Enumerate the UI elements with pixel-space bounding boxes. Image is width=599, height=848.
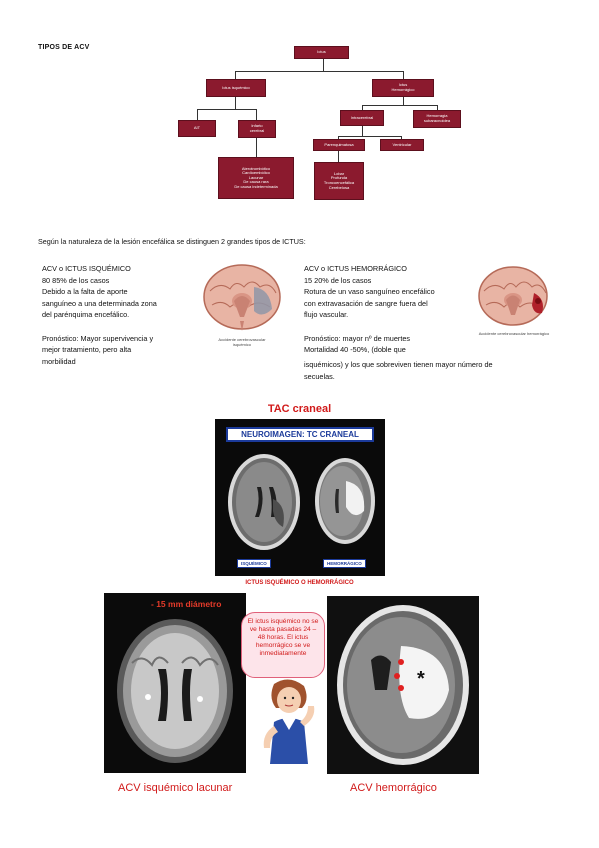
isquemico-prognosis: morbilidad bbox=[42, 356, 76, 366]
hemorragico-heading: ACV o ICTUS HEMORRÁGICO bbox=[304, 264, 407, 273]
node-infarto-types: Aterotrombótico Cardioembólico Lacunar De causa rara De causa indeterminada bbox=[218, 157, 294, 199]
ischemic-caption: Accidente cerebrovascular isquémico bbox=[218, 337, 266, 347]
doctor-illustration bbox=[256, 678, 322, 766]
page-title: TIPOS DE ACV bbox=[38, 44, 90, 51]
label-isquemico: ISQUÉMICO bbox=[237, 559, 271, 568]
hemorragico-prognosis: secuelas. bbox=[304, 371, 335, 381]
node-subaracnoidea: Hemorragia subaracnoidea bbox=[413, 110, 461, 128]
hemorrhagic-brain-illustration bbox=[476, 263, 550, 331]
node-infarto-cerebral: Infarto cerebral bbox=[238, 120, 276, 138]
node-ventricular: Ventricular bbox=[380, 139, 424, 151]
isquemico-percent: 80 85% de los casos bbox=[42, 275, 110, 285]
node-parenq-types: Lobar Profunda Troncoencefálica Cerebelosa bbox=[314, 162, 364, 200]
hemorragico-desc: flujo vascular. bbox=[304, 310, 349, 319]
hemorrhagic-ct-panel bbox=[327, 596, 479, 774]
node-ictus-isquemico: Ictus isquémico bbox=[206, 79, 266, 97]
caption-hemorragico: ACV hemorrágico bbox=[350, 782, 437, 794]
ischemic-ct-scan bbox=[223, 449, 305, 555]
lacunar-mri-panel bbox=[104, 593, 246, 773]
lacunar-mri-image bbox=[112, 613, 238, 769]
node-parenquimatosa: Parenquimatosa bbox=[313, 139, 365, 151]
ischemic-brain-illustration bbox=[200, 261, 284, 337]
connector bbox=[323, 58, 324, 72]
hemorrhagic-ct-image bbox=[331, 600, 475, 770]
node-ait: AIT bbox=[178, 120, 216, 137]
label-hemorragico: HEMORRÁGICO bbox=[323, 559, 366, 568]
section-subtitle: ICTUS ISQUÉMICO O HEMORRÁGICO bbox=[245, 580, 354, 586]
connector bbox=[235, 96, 236, 110]
hemorragico-prognosis: Pronóstico: mayor nº de muertes bbox=[304, 333, 411, 343]
isquemico-heading: ACV o ICTUS ISQUÉMICO bbox=[42, 264, 131, 273]
hemorragico-desc: Rotura de un vaso sanguíneo encefálico bbox=[304, 287, 435, 296]
node-ictus-hemorragico: Ictus Hemorrágico bbox=[372, 79, 434, 97]
tac-title: TAC craneal bbox=[267, 403, 332, 415]
hemorragico-prognosis: isquémicos) y los que sobreviven tienen mayor número de bbox=[304, 360, 493, 369]
connector bbox=[362, 105, 438, 106]
ct-comparison-panel bbox=[215, 419, 385, 576]
caption-lacunar: ACV isquémico lacunar bbox=[118, 782, 233, 794]
node-ictus: Ictus bbox=[294, 46, 349, 59]
connector bbox=[235, 71, 403, 72]
hemorragico-prognosis: Mortalidad 40 -50%, (doble que bbox=[304, 345, 406, 354]
isquemico-desc: Debido a la falta de aporte bbox=[42, 287, 128, 296]
hemorrhagic-caption: Accidente cerebrovascular hemorrágico bbox=[478, 331, 550, 336]
isquemico-prognosis: Pronóstico: Mayor supervivencia y bbox=[42, 333, 154, 343]
hemorragico-percent: 15 20% de los casos bbox=[304, 275, 372, 285]
connector bbox=[197, 109, 257, 110]
neuroimagen-banner: NEUROIMAGEN: TC CRANEAL bbox=[226, 427, 374, 442]
isquemico-desc: del parénquima encefálico. bbox=[42, 310, 130, 319]
hemorragico-prognosis-cont bbox=[304, 359, 554, 382]
asterisk-marker: * bbox=[417, 668, 425, 690]
node-intracerebral: Intracerebral bbox=[340, 110, 384, 126]
hemorragico-section bbox=[304, 263, 494, 356]
intro-text: Según la naturaleza de la lesión encefálica se distinguen 2 grandes tipos de ICTUS: bbox=[38, 237, 306, 246]
connector bbox=[256, 137, 257, 157]
speech-bubble: El ictus isquémico no se ve hasta pasadas 24 – 48 horas. El ictus hemorrágico se ve inmediatamente bbox=[241, 612, 325, 678]
diameter-label: - 15 mm diámetro bbox=[151, 599, 222, 609]
connector bbox=[338, 136, 402, 137]
isquemico-prognosis: mejor tratamiento, pero alta bbox=[42, 345, 132, 354]
isquemico-section bbox=[42, 263, 202, 367]
hemorragico-desc: con extravasación de sangre fuera del bbox=[304, 298, 428, 308]
hemorrhagic-ct-scan bbox=[312, 455, 378, 547]
isquemico-desc: sanguíneo a una determinada zona bbox=[42, 298, 157, 308]
